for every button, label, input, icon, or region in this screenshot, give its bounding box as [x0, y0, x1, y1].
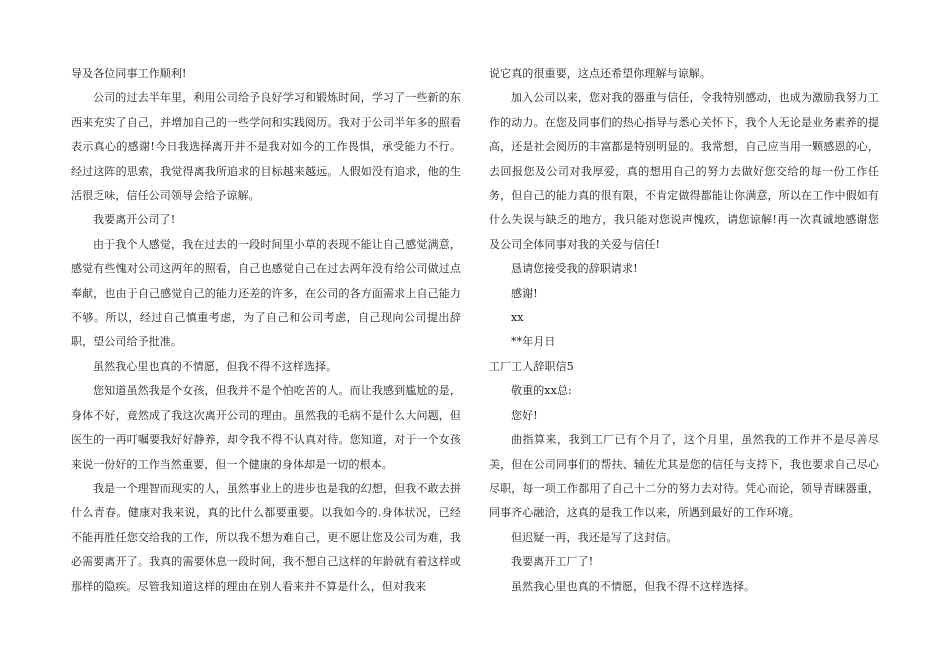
date-line: **年月日 [511, 335, 556, 349]
paragraph: 您知道虽然我是个女孩，但我并不是个怕吃苦的人。而让我感到尴尬的是，身体不好，竟然成了我这次离开公司的理由。虽然我的毛病不是什么大问题，但医生的一再叮嘱要我好好静养，却令我不得不认真对待。您知道，对于一个女孩来说一份好的工作当然重要，但一个健康的身体却是一切的根本。 [71, 384, 461, 471]
section-heading: 工厂工人辞职信5 [489, 359, 574, 373]
left-column [71, 62, 461, 599]
paragraph: 但迟疑一再，我还是写了这封信。 [511, 530, 678, 544]
paragraph: 我是一个理智而现实的人，虽然事业上的进步也是我的幻想，但我不敢去拼什么青春。健康对我来说，真的比什么都要重要。以我如今的.身体状况，已经不能再胜任您交给我的工作，所以我不想为难自己，更不愿让您及公司为难，我必需要离开了。我真的需要休息一段时间，我不想自己这样的年龄就有着这样或那样的隐疾。尽管我知道这样的理由在别人看来并不算是什么，但对我来 [71, 481, 461, 593]
signature-name: xx [511, 311, 524, 325]
paragraph: 感谢! [511, 286, 538, 300]
paragraph: 由于我个人感觉，我在过去的一段时间里小草的表现不能让自己感觉满意，感觉有些愧对公司这两年的照看，自己也感觉自己在过去两年没有给公司做过点奉献，也由于自己感觉自己的能力还差的许多，在公司的各方面需求上自己能力不够。所以，经过自己慎重考虑，为了自己和公司考虑，自己现向公司提出辞职，望公司给予批准。 [71, 237, 461, 349]
paragraph: 说它真的很重要，这点还希望你理解与谅解。 [489, 67, 711, 80]
salutation: 敬重的xx总: [511, 384, 572, 398]
paragraph: 虽然我心里也真的不情愿，但我不得不这样选择。 [511, 579, 756, 593]
paragraph: 虽然我心里也真的不情愿，但我不得不这样选择。 [93, 359, 338, 373]
greeting: 您好! [511, 408, 538, 422]
right-column [489, 62, 879, 599]
paragraph: 加入公司以来，您对我的器重与信任，令我特别感动，也成为激励我努力工作的动力。在您及同事们的热心指导与悉心关怀下，我个人无论是业务素养的提高，还是社会阅历的丰富都是特别明显的。我常想，自己应当用一颗感恩的心，去回报您及公司对我厚爱，真的想用自己的努力去做好您交给的每一份工作任务，但自己的能力真的很有限，不肯定做得都能让你满意，所以在工作中假如有什么失误与缺乏的地方，我只能对您说声愧疚，请您谅解!再一次真诚地感谢您及公司全体同事对我的关爱与信任! [489, 91, 879, 251]
paragraph: 公司的过去半年里，利用公司给予良好学习和锻炼时间，学习了一些新的东西来充实了自己，并增加自己的一些学问和实践阅历。我对于公司半年多的照看表示真心的感谢!今日我选择离开并不是我对如今的工作畏惧，承受能力不行。经过这阵的思索，我觉得离我所追求的目标越来越远。人假如没有追求，他的生活很乏味，信任公司领导会给予谅解。 [71, 91, 461, 203]
paragraph: 曲指算来，我到工厂已有个月了，这个月里，虽然我的工作并不是尽善尽美，但在公司同事们的帮扶、辅佐尤其是您的信任与支持下，我也要求自己尽心尽职，每一项工作都用了自己十二分的努力去对待。凭心而论，领导青睐器重，同事齐心融洽，这真的是我工作以来，所遇到最好的工作环境。 [489, 433, 879, 520]
paragraph: 我要离开工厂了! [511, 555, 594, 569]
paragraph: 恳请您接受我的辞职请求! [511, 262, 638, 276]
paragraph: 导及各位同事工作顺利! [71, 67, 187, 80]
paragraph: 我要离开公司了! [93, 213, 176, 227]
